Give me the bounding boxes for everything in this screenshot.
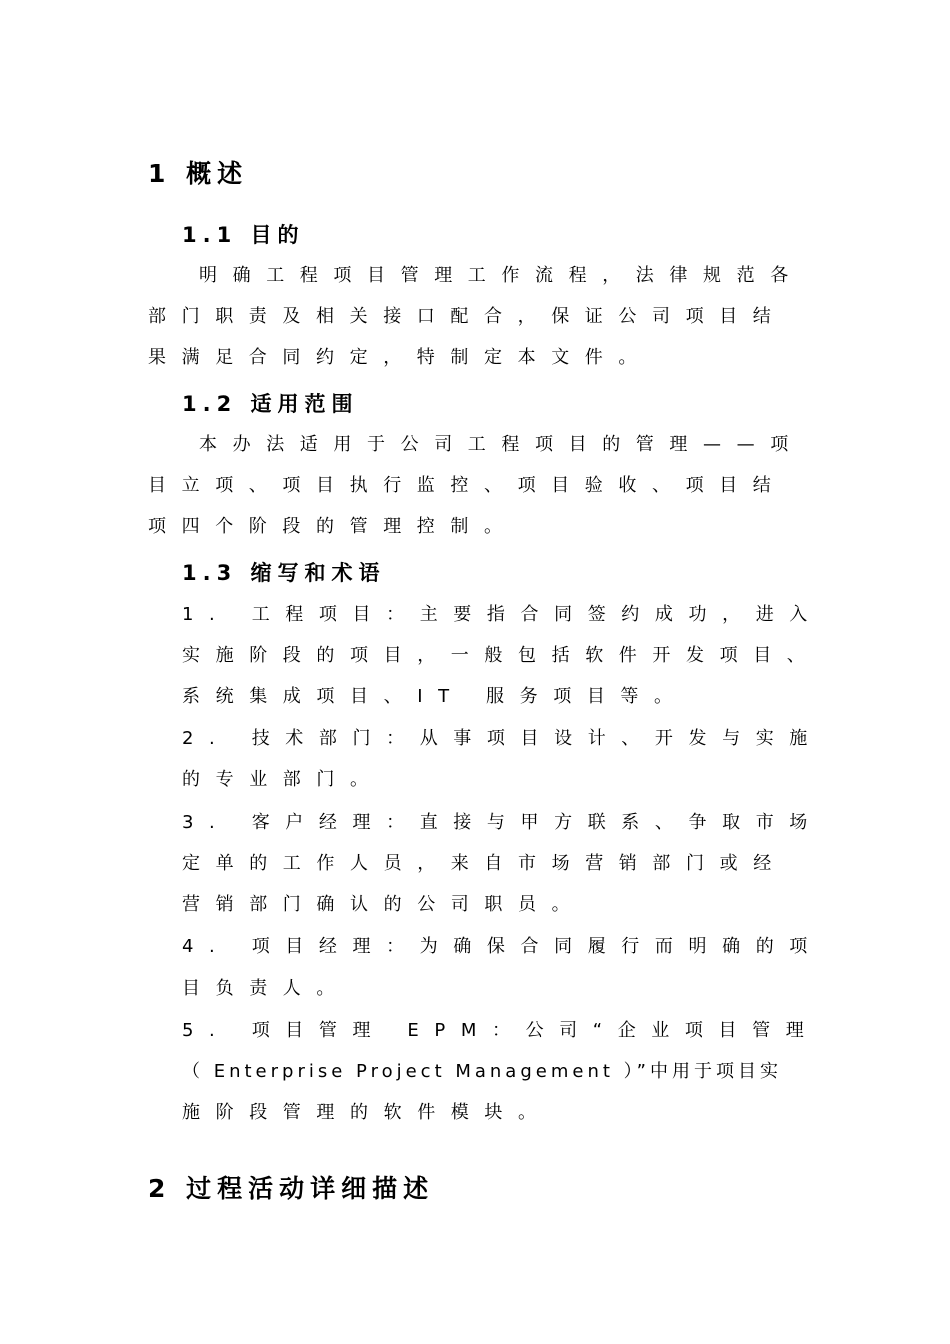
subsection-heading-1-3: 1.3 缩写和术语: [182, 561, 386, 585]
list-item-line: 实施阶段的项目，一般包括软件开发项目、: [182, 645, 821, 666]
paragraph-line: 明确工程项目管理工作流程，法律规范各: [199, 265, 804, 286]
paragraph-line: 本办法适用于公司工程项目的管理——项: [199, 434, 804, 455]
paragraph-line: 目立项、项目执行监控、项目验收、项目结: [148, 475, 787, 496]
list-item-line: 2. 技术部门：从事项目设计、开发与实施: [182, 728, 823, 749]
list-item-line: 营销部门确认的公司职员。: [182, 894, 586, 915]
subsection-heading-1-2: 1.2 适用范围: [182, 392, 359, 416]
list-item-line: 系统集成项目、IT 服务项目等。: [182, 686, 688, 707]
section-heading-2: 2 过程活动详细描述: [148, 1174, 435, 1203]
list-item-line: 3. 客户经理：直接与甲方联系、争取市场: [182, 812, 823, 833]
list-item-line: 施阶段管理的软件模块。: [182, 1102, 552, 1123]
paragraph-line: 项四个阶段的管理控制。: [148, 516, 518, 537]
list-item-line: 定单的工作人员，来自市场营销部门或经: [182, 853, 787, 874]
section-heading-1: 1 概述: [148, 159, 249, 188]
list-item-line: 4. 项目经理：为确保合同履行而明确的项: [182, 936, 823, 957]
list-item-line: 目负责人。: [182, 978, 350, 999]
subsection-heading-1-1: 1.1 目的: [182, 223, 305, 247]
list-item-line: 5. 项目管理 EPM：公司“企业项目管理: [182, 1020, 820, 1041]
paragraph-line: 部门职责及相关接口配合，保证公司项目结: [148, 306, 787, 327]
list-item-line: 1. 工程项目：主要指合同签约成功，进入: [182, 604, 823, 625]
paragraph-line: 果满足合同约定，特制定本文件。: [148, 347, 652, 368]
list-item-line: （ Enterprise Project Management ）”中用于项目实: [182, 1061, 782, 1082]
list-item-line: 的专业部门。: [182, 769, 384, 790]
